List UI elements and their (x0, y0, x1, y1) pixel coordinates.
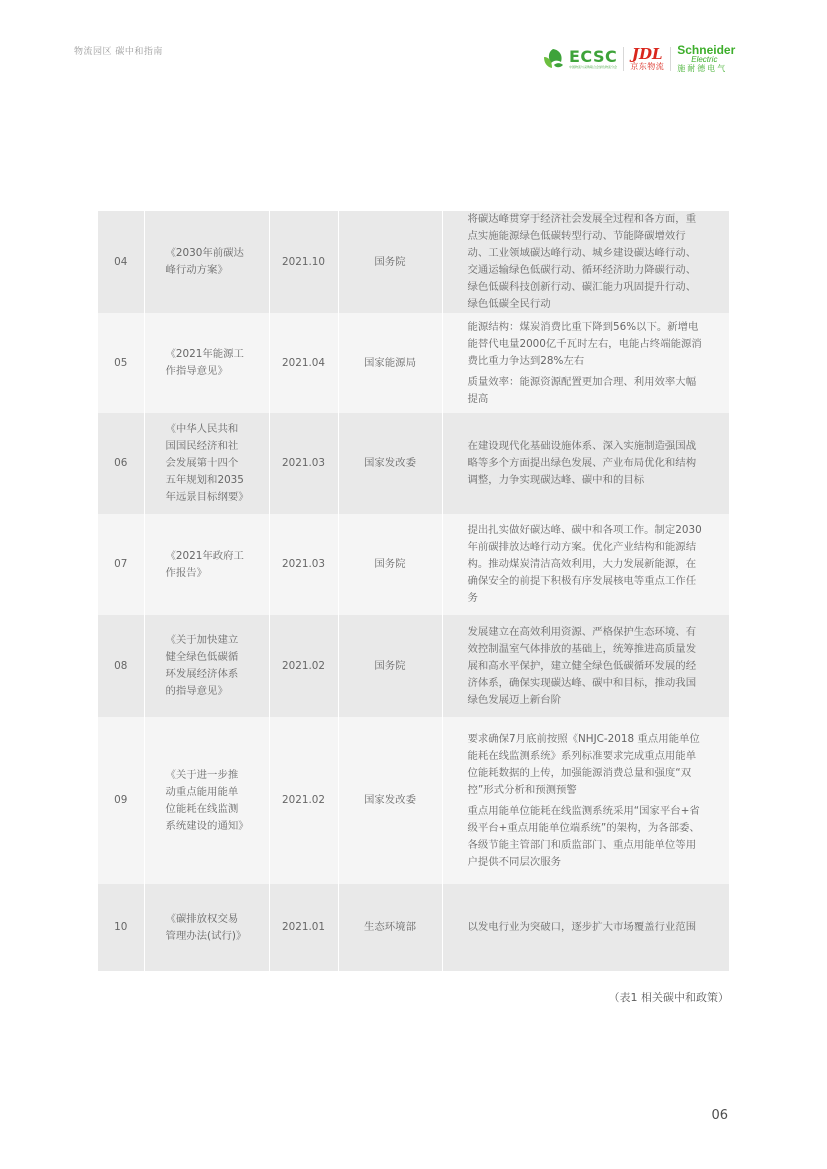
jdl-subtitle: 京东物流 (630, 61, 665, 71)
logo-divider (670, 47, 671, 71)
issue-date: 2021.03 (269, 514, 338, 615)
table-row (98, 313, 729, 413)
schneider-name-line2: Electric (691, 55, 718, 64)
running-header-title: 物流园区 碳中和指南 (74, 47, 163, 57)
row-number: 06 (98, 413, 144, 514)
schneider-logo (677, 44, 735, 74)
table-caption: （表1 相关碳中和政策） (608, 991, 729, 1004)
policy-table (98, 211, 729, 971)
policy-name: 《2030年前碳达峰行动方案》 (165, 247, 244, 276)
row-number: 08 (98, 615, 144, 717)
table-row (98, 615, 729, 717)
policy-description: 能源结构：煤炭消费比重下降到56%以下。新增电能替代电量2000亿千瓦时左右，电能占终端能源消费比重力争达到28%左右 (467, 320, 702, 367)
policy-description: 质量效率：能源资源配置更加合理、利用效率大幅提高 (467, 375, 697, 405)
policy-description: 要求确保7月底前按照《NHJC-2018 重点用能单位能耗在线监测系统》系列标准要求完成重点用能单位能耗数据的上传，加强能源消费总量和强度“双控”形式分析和预测预警 (467, 732, 700, 796)
schneider-name-line1: Schneider (677, 43, 736, 57)
issue-date: 2021.04 (269, 313, 338, 413)
policy-description: 重点用能单位能耗在线监测系统采用“国家平台+省级平台+重点用能单位端系统”的架构，为各部委、各级节能主管部门和质监部门、重点用能单位等用户提供不同层次服务 (467, 804, 700, 868)
policy-name: 《关于加快建立健全绿色低碳循环发展经济体系的指导意见》 (165, 634, 239, 697)
table-row (98, 211, 729, 313)
ecsc-subtitle: 中国物流与采购联合会绿色物流分会 (569, 64, 618, 69)
policy-description: 提出扎实做好碳达峰、碳中和各项工作。制定2030年前碳排放达峰行动方案。优化产业结构和能源结构。推动煤炭清洁高效利用，大力发展新能源，在确保安全的前提下积极有序发展核电等重点工作任务 (467, 524, 702, 604)
issue-date: 2021.02 (269, 717, 338, 884)
ecsc-logo (540, 46, 617, 72)
table-row (98, 884, 729, 971)
issue-date: 2021.01 (269, 884, 338, 971)
jdl-logo (630, 44, 665, 72)
issuing-body: 国务院 (338, 514, 442, 615)
policy-description: 发展建立在高效利用资源、严格保护生态环境、有效控制温室气体排放的基础上，统筹推进高质量发展和高水平保护，建立健全绿色低碳循环发展的经济体系，确保实现碳达峰、碳中和目标，推动我国绿色发展迈上新台阶 (467, 625, 697, 706)
policy-name: 《关于进一步推动重点能用能单位能耗在线监测系统建设的通知》 (165, 768, 249, 832)
issue-date: 2021.02 (269, 615, 338, 717)
issue-date: 2021.03 (269, 413, 338, 514)
policy-name: 《碳排放权交易管理办法(试行)》 (165, 912, 247, 942)
schneider-subtitle: 施耐德电气 (677, 64, 728, 73)
issue-date: 2021.10 (269, 211, 338, 313)
row-number: 10 (98, 884, 144, 971)
row-number: 09 (98, 717, 144, 884)
partner-logos (540, 44, 735, 74)
table-row (98, 717, 729, 884)
jdl-name: JDL (631, 44, 663, 63)
row-number: 07 (98, 514, 144, 615)
table-row (98, 514, 729, 615)
row-number: 05 (98, 313, 144, 413)
policy-name: 《2021年政府工作报告》 (165, 549, 244, 579)
leaf-icon (540, 46, 566, 72)
issuing-body: 生态环境部 (338, 884, 442, 971)
issuing-body: 国家能源局 (338, 313, 442, 413)
row-number: 04 (98, 211, 144, 313)
issuing-body: 国家发改委 (338, 413, 442, 514)
policy-description: 将碳达峰贯穿于经济社会发展全过程和各方面，重点实施能源绿色低碳转型行动、节能降碳增效行动、工业领域碳达峰行动、城乡建设碳达峰行动、交通运输绿色低碳行动、循环经济助力降碳行动、绿色低碳科技创新行动、碳汇能力巩固提升行动、绿色低碳全民行动 (467, 213, 697, 310)
issuing-body: 国务院 (338, 615, 442, 717)
table-row (98, 413, 729, 514)
policy-name: 《中华人民共和国国民经济和社会发展第十四个五年规划和2035年远景目标纲要》 (165, 423, 249, 503)
issuing-body: 国家发改委 (338, 717, 442, 884)
policy-description: 在建设现代化基础设施体系、深入实施制造强国战略等多个方面提出绿色发展、产业布局优化和结构调整，力争实现碳达峰、碳中和的目标 (467, 440, 697, 486)
page-number: 06 (711, 1108, 728, 1123)
issuing-body: 国务院 (338, 211, 442, 313)
logo-divider (623, 47, 624, 71)
policy-name: 《2021年能源工作指导意见》 (165, 348, 244, 377)
ecsc-name: ECSC (569, 46, 618, 66)
policy-description: 以发电行业为突破口，逐步扩大市场覆盖行业范围 (467, 921, 697, 933)
